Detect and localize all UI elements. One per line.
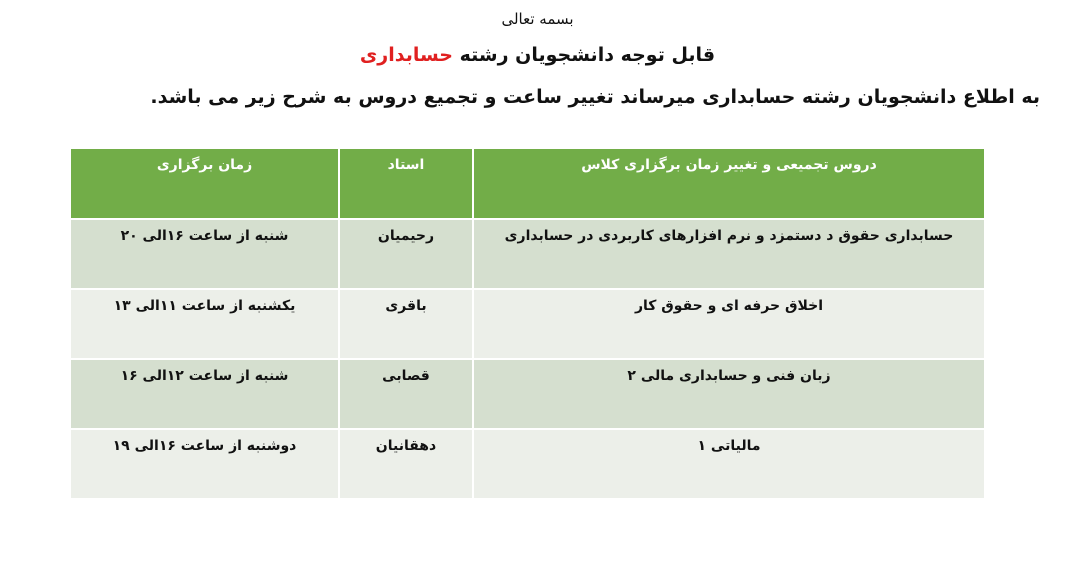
notice-title-field: حسابداری xyxy=(359,44,453,66)
teacher-cell: باقری xyxy=(339,289,473,359)
course-cell: اخلاق حرفه ای و حقوق کار xyxy=(473,289,985,359)
time-cell: شنبه از ساعت ۱۲الی ۱۶ xyxy=(70,359,339,429)
course-cell: مالیاتی ۱ xyxy=(473,429,985,499)
teacher-cell: قصابی xyxy=(339,359,473,429)
teacher-cell: رحیمیان xyxy=(339,219,473,289)
table-row xyxy=(70,359,985,429)
course-cell: حسابداری حقوق د دستمزد و نرم افزارهای کاربردی در حسابداری xyxy=(473,219,985,289)
column-header-course: دروس تجمیعی و تغییر زمان برگزاری کلاس xyxy=(473,148,985,219)
notice-title-prefix: قابل توجه دانشجویان رشته xyxy=(453,44,716,66)
teacher-cell: دهقانیان xyxy=(339,429,473,499)
table-row xyxy=(70,219,985,289)
course-cell: زبان فنی و حسابداری مالی ۲ xyxy=(473,359,985,429)
time-cell: شنبه از ساعت ۱۶الی ۲۰ xyxy=(70,219,339,289)
time-cell: یکشنبه از ساعت ۱۱الی ۱۳ xyxy=(70,289,339,359)
column-header-teacher: استاد xyxy=(339,148,473,219)
column-header-time: زمان برگزاری xyxy=(70,148,339,219)
table-header-row xyxy=(70,148,985,219)
notice-subtitle: به اطلاع دانشجویان رشته حسابداری میرساند تغییر ساعت و تجمیع دروس به شرح زیر می باشد. xyxy=(150,86,1040,108)
notice-title xyxy=(0,44,1075,66)
table-row xyxy=(70,429,985,499)
basmala-heading: بسمه تعالی xyxy=(501,10,574,28)
schedule-table xyxy=(69,147,986,500)
time-cell: دوشنبه از ساعت ۱۶الی ۱۹ xyxy=(70,429,339,499)
table-row xyxy=(70,289,985,359)
